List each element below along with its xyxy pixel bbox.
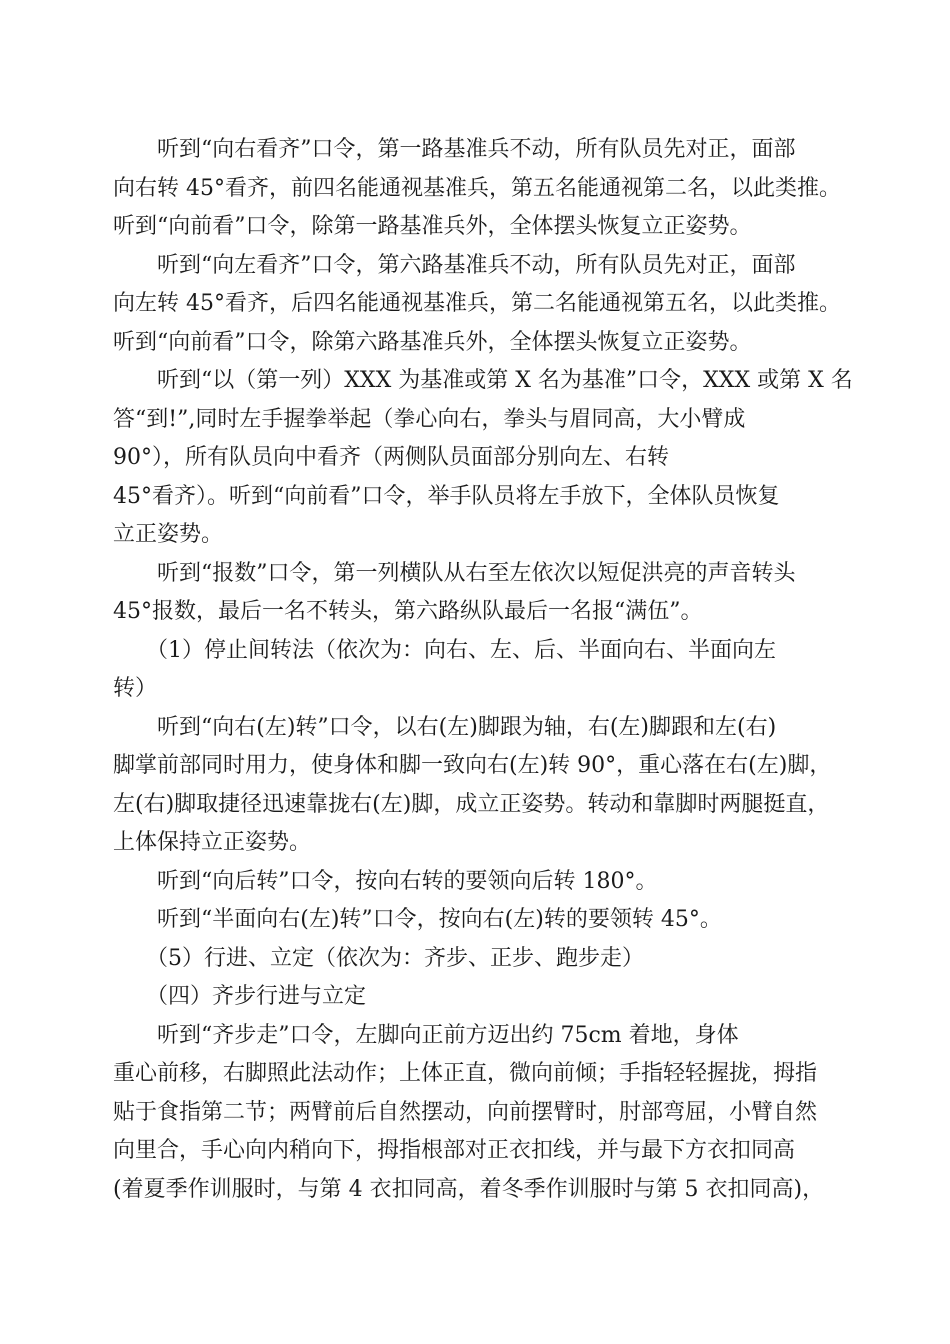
- text-line: 答“到!”,同时左手握拳举起（拳心向右，拳头与眉同高，大小臂成: [113, 407, 746, 432]
- text-line: 立正姿势。: [113, 522, 224, 547]
- text-line: 转）: [113, 676, 158, 701]
- text-line: 听到“报数”口令，第一列横队从右至左依次以短促洪亮的声音转头: [113, 561, 796, 586]
- text-line: 向左转 45°看齐，后四名能通视基准兵，第二名能通视第五名，以此类推。: [113, 291, 841, 316]
- text-line: 听到“向左看齐”口令，第六路基准兵不动，所有队员先对正，面部: [113, 253, 796, 278]
- text-line: 90°），所有队员向中看齐（两侧队员面部分别向左、右转: [113, 445, 669, 470]
- text-line: 重心前移，右脚照此法动作；上体正直，微向前倾；手指轻轻握拢，拇指: [113, 1061, 818, 1086]
- text-line: 听到“以（第一列）XXX 为基准或第 X 名为基准”口令，XXX 或第 X 名: [113, 368, 853, 393]
- text-line: （四）齐步行进与立定: [113, 984, 367, 1009]
- text-line: 上体保持立正姿势。: [113, 830, 312, 855]
- text-line: 听到“向前看”口令，除第一路基准兵外，全体摆头恢复立正姿势。: [113, 214, 752, 239]
- text-line: (着夏季作训服时，与第 4 衣扣同高，着冬季作训服时与第 5 衣扣同高)，: [113, 1177, 825, 1202]
- text-line: 向右转 45°看齐，前四名能通视基准兵，第五名能通视第二名，以此类推。: [113, 176, 841, 201]
- text-line: （1）停止间转法（依次为：向右、左、后、半面向右、半面向左: [113, 638, 776, 663]
- text-line: 贴于食指第二节；两臂前后自然摆动，向前摆臂时，肘部弯屈，小臂自然: [113, 1100, 818, 1125]
- text-line: （5）行进、立定（依次为：齐步、正步、跑步走）: [113, 946, 644, 971]
- text-line: 左(右)脚取捷径迅速靠拢右(左)脚，成立正姿势。转动和靠脚时两腿挺直，: [113, 792, 830, 817]
- text-line: 听到“齐步走”口令，左脚向正前方迈出约 75cm 着地，身体: [113, 1023, 739, 1048]
- text-line: 听到“半面向右(左)转”口令，按向右(左)转的要领转 45°。: [113, 907, 722, 932]
- text-line: 45°报数，最后一名不转头，第六路纵队最后一名报“满伍”。: [113, 599, 703, 624]
- text-line: 听到“向前看”口令，除第六路基准兵外，全体摆头恢复立正姿势。: [113, 330, 752, 355]
- text-line: 听到“向右看齐”口令，第一路基准兵不动，所有队员先对正，面部: [113, 137, 796, 162]
- text-line: 45°看齐）。听到“向前看”口令，举手队员将左手放下，全体队员恢复: [113, 484, 780, 509]
- text-line: 脚掌前部同时用力，使身体和脚一致向右(左)转 90°，重心落在右(左)脚，: [113, 753, 832, 778]
- text-line: 听到“向后转”口令，按向右转的要领向后转 180°。: [113, 869, 658, 894]
- text-line: 听到“向右(左)转”口令，以右(左)脚跟为轴，右(左)脚跟和左(右): [113, 715, 777, 740]
- text-line: 向里合，手心向内稍向下，拇指根部对正衣扣线，并与最下方衣扣同高: [113, 1138, 796, 1163]
